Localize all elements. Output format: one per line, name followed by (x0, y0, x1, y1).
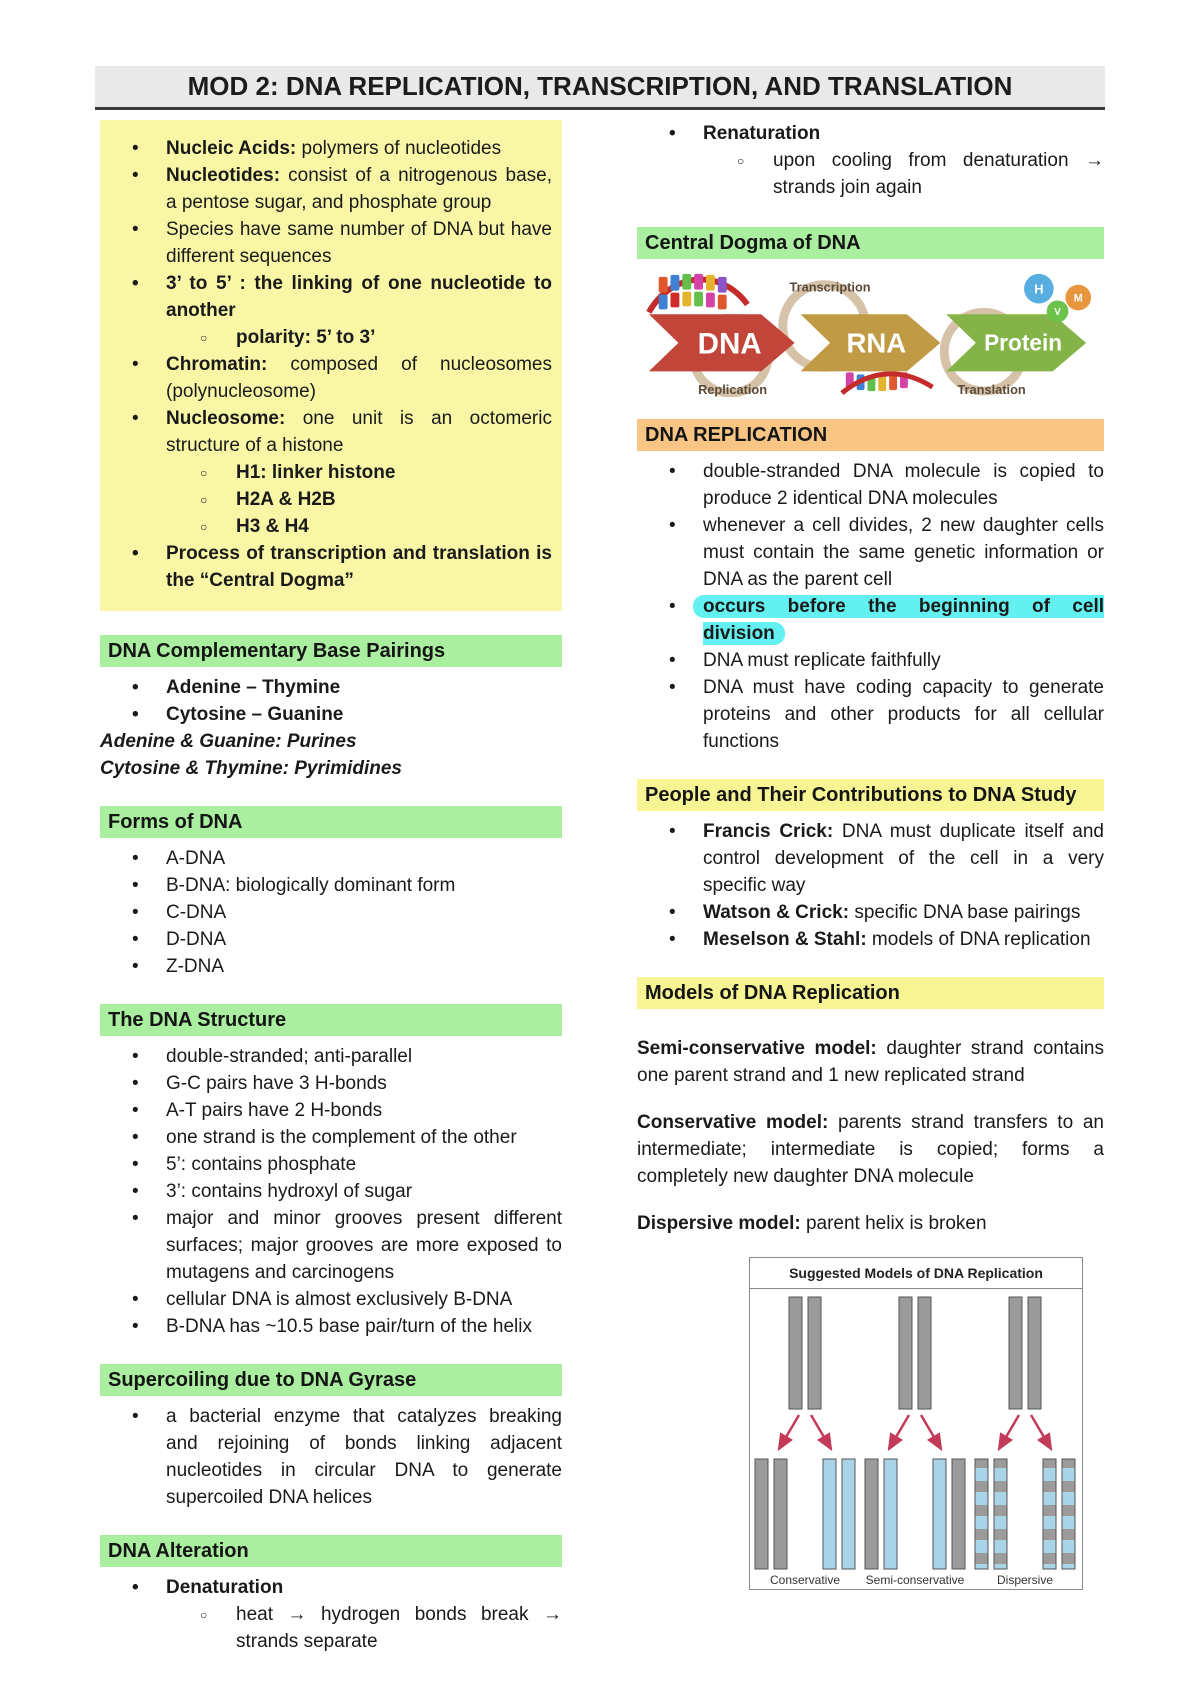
list-item: • 5’: contains phosphate (100, 1151, 562, 1178)
list-item: • DNA must have coding capacity to generate proteins and other products for all cellular functions (637, 674, 1104, 755)
list-item: • double-stranded; anti-parallel (100, 1043, 562, 1070)
list-item: • A-DNA (100, 845, 562, 872)
list-item: • Species have same number of DNA but have different sequences (100, 216, 552, 270)
section-header-dna-structure: The DNA Structure (100, 1004, 562, 1036)
list-subitem: ○ heat → hydrogen bonds break → strands separate (100, 1601, 562, 1655)
dispersive-paragraph: Dispersive model: parent helix is broken (637, 1213, 987, 1234)
list-item: • B-DNA has ~10.5 base pair/turn of the helix (100, 1313, 562, 1340)
list-item: • Chromatin: composed of nucleosomes (polynucleosome) (100, 351, 552, 405)
section-header-dna-replication: DNA REPLICATION (637, 419, 1104, 451)
list-item: • cellular DNA is almost exclusively B-DNA (100, 1286, 562, 1313)
translation-label: Translation (957, 382, 1026, 397)
central-dogma-diagram (637, 267, 1104, 397)
amino-m-label: M (1073, 292, 1083, 305)
semi-conservative-model-group (865, 1297, 965, 1587)
list-item: • Nucleotides: consist of a nitrogenous base, a pentose sugar, and phosphate group (100, 162, 552, 216)
list-item: • 3’ to 5’ : the linking of one nucleotide to another (100, 270, 552, 324)
intro-notes-box (100, 120, 562, 611)
semi-conservative-label: Semi-conservative (865, 1573, 965, 1587)
list-item: • B-DNA: biologically dominant form (100, 872, 562, 899)
section-header-supercoiling: Supercoiling due to DNA Gyrase (100, 1364, 562, 1396)
replication-models-figure (749, 1257, 1083, 1590)
page-title: MOD 2: DNA REPLICATION, TRANSCRIPTION, AND TRANSLATION (95, 66, 1105, 110)
dna-arrow-label: DNA (697, 327, 762, 361)
list-item: • Meselson & Stahl: models of DNA replication (637, 926, 1104, 953)
list-item: • a bacterial enzyme that catalyzes breaking and rejoining of bonds linking adjacent nucleotides in circular DNA to generate supercoiled DNA helices (100, 1403, 562, 1511)
list-item: • G-C pairs have 3 H-bonds (100, 1070, 562, 1097)
purines-note: Adenine & Guanine: Purines (100, 731, 357, 752)
list-subitem: ○ H1: linker histone (100, 459, 552, 486)
list-item: • Nucleosome: one unit is an octomeric structure of a histone (100, 405, 552, 459)
section-header-people-contributions: People and Their Contributions to DNA Study (637, 779, 1104, 811)
conservative-paragraph: Conservative model: parents strand transfers to an intermediate; intermediate is copied; forms a completely new daughter DNA molecule (637, 1112, 1104, 1187)
section-header-central-dogma: Central Dogma of DNA (637, 227, 1104, 259)
highlighted-text: occurs before the beginning of cell division (693, 595, 1104, 645)
section-header-base-pairings: DNA Complementary Base Pairings (100, 635, 562, 667)
list-item: • whenever a cell divides, 2 new daughter cells must contain the same genetic information or DNA as the parent cell (637, 512, 1104, 593)
list-item: • one strand is the complement of the other (100, 1124, 562, 1151)
list-subitem: ○ H2A & H2B (100, 486, 552, 513)
replication-label: Replication (698, 382, 768, 397)
list-item: • 3’: contains hydroxyl of sugar (100, 1178, 562, 1205)
protein-arrow-label: Protein (984, 329, 1063, 356)
conservative-model-group (755, 1297, 855, 1587)
rna-arrow-label: RNA (846, 327, 907, 359)
list-item: • DNA must replicate faithfully (637, 647, 1104, 674)
list-item: • Process of transcription and translation is the “Central Dogma” (100, 540, 552, 594)
dispersive-model-group (975, 1297, 1075, 1587)
semi-conservative-paragraph: Semi-conservative model: daughter strand contains one parent strand and 1 new replicated strand (637, 1038, 1105, 1086)
list-item: • major and minor grooves present different surfaces; major grooves are more exposed to mutagens and carcinogens (100, 1205, 562, 1286)
list-subitem: ○ H3 & H4 (100, 513, 552, 540)
section-header-forms-of-dna: Forms of DNA (100, 806, 562, 838)
list-item: • Adenine – Thymine (100, 674, 562, 701)
list-item: • Francis Crick: DNA must duplicate itself and control development of the cell in a very specific way (637, 818, 1104, 899)
list-item: • D-DNA (100, 926, 562, 953)
central-dogma-svg (637, 267, 1097, 397)
rna-strand-decoration-icon (842, 372, 933, 393)
left-column (100, 120, 562, 1655)
list-item: • Watson & Crick: specific DNA base pairings (637, 899, 1104, 926)
transcription-label: Transcription (789, 279, 871, 295)
replication-models-svg (750, 1289, 1080, 1589)
list-item: • Denaturation (100, 1574, 562, 1601)
list-item: • A-T pairs have 2 H-bonds (100, 1097, 562, 1124)
list-item: • Cytosine – Guanine (100, 701, 562, 728)
amino-v-label: V (1054, 307, 1061, 319)
figure-title: Suggested Models of DNA Replication (750, 1258, 1082, 1289)
dispersive-label: Dispersive (996, 1573, 1054, 1587)
section-header-dna-alteration: DNA Alteration (100, 1535, 562, 1567)
list-item: • C-DNA (100, 899, 562, 926)
section-header-models-of-replication: Models of DNA Replication (637, 977, 1104, 1009)
list-subitem: ○ upon cooling from denaturation → strands join again (637, 147, 1104, 201)
amino-h-label: H (1034, 281, 1044, 297)
list-item (637, 593, 1104, 647)
right-column (637, 120, 1104, 1590)
pyrimidines-note: Cytosine & Thymine: Pyrimidines (100, 758, 402, 779)
conservative-label: Conservative (769, 1573, 841, 1587)
list-item: • Nucleic Acids: polymers of nucleotides (100, 135, 552, 162)
list-subitem: ○ polarity: 5’ to 3’ (100, 324, 552, 351)
list-item: • Renaturation (637, 120, 1104, 147)
dna-strand-decoration-icon (649, 274, 747, 312)
list-item: • double-stranded DNA molecule is copied to produce 2 identical DNA molecules (637, 458, 1104, 512)
list-item: • Z-DNA (100, 953, 562, 980)
